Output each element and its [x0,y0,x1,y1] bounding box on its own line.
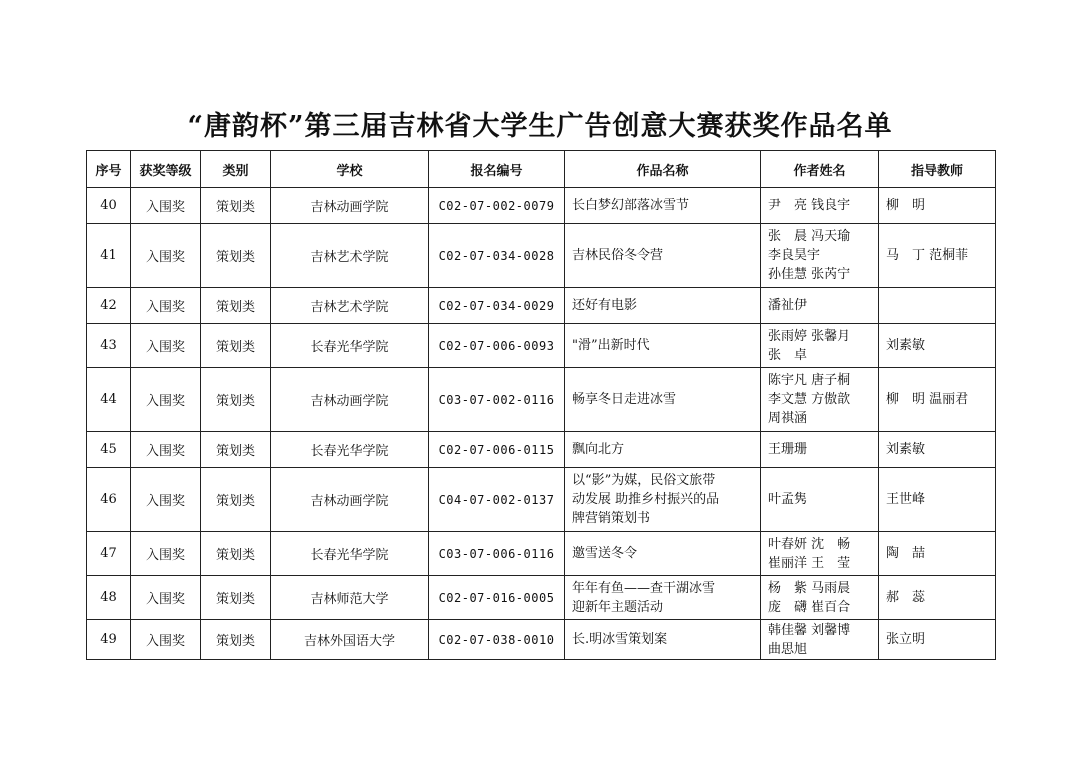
row-number-cell: 43 [87,324,131,368]
table-row [87,188,996,224]
header-no: 序号 [87,151,131,188]
school-cell: 长春光华学院 [271,432,429,468]
registration-code-cell: C02-07-034-0029 [429,288,565,324]
work-title-cell [565,288,761,324]
authors-line: 孙佳慧 张芮宁 [768,267,851,282]
authors-cell [761,224,879,288]
advisors-line: 马 丁 范桐菲 [886,248,969,263]
work-line: "滑”出新时代 [572,338,650,353]
row-number-cell: 42 [87,288,131,324]
advisors-cell [879,288,996,324]
advisors-line: 刘素敏 [886,338,926,353]
table-row [87,368,996,432]
header-advisors: 指导教师 [879,151,996,188]
row-number-cell: 45 [87,432,131,468]
award-level-cell: 入围奖 [131,368,201,432]
advisors-line: 张立明 [886,632,926,647]
advisors-cell [879,368,996,432]
category-cell: 策划类 [201,468,271,532]
header-work: 作品名称 [565,151,761,188]
registration-code-cell: C02-07-006-0093 [429,324,565,368]
header-level: 获奖等级 [131,151,201,188]
authors-line: 王珊珊 [768,442,808,457]
authors-line: 张 晨 冯天瑜 [768,229,851,244]
work-title-cell [565,576,761,620]
advisors-cell [879,576,996,620]
authors-line: 周祺涵 [768,411,808,426]
authors-cell [761,324,879,368]
table-row [87,224,996,288]
table-row [87,576,996,620]
award-level-cell: 入围奖 [131,324,201,368]
authors-line: 李文慧 方傲歆 [768,392,851,407]
row-number-cell: 48 [87,576,131,620]
category-cell: 策划类 [201,288,271,324]
work-line: 以“影”为媒，民俗文旅带 [572,473,716,488]
award-level-cell: 入围奖 [131,620,201,660]
table-row [87,288,996,324]
table-header-row [87,151,996,188]
table-row [87,432,996,468]
school-cell: 吉林艺术学院 [271,224,429,288]
school-cell: 长春光华学院 [271,532,429,576]
registration-code-cell: C03-07-002-0116 [429,368,565,432]
category-cell: 策划类 [201,432,271,468]
authors-line: 曲思旭 [768,641,808,657]
registration-code-cell: C02-07-038-0010 [429,620,565,660]
authors-cell [761,288,879,324]
authors-line: 杨 紫 马雨晨 [768,580,851,596]
authors-line: 崔丽洋 王 莹 [768,555,851,571]
award-level-cell: 入围奖 [131,224,201,288]
work-line: 飘向北方 [572,442,625,457]
authors-cell [761,620,879,660]
advisors-line: 刘素敏 [886,442,926,457]
authors-line: 李良昊宇 [768,248,821,263]
school-cell: 吉林艺术学院 [271,288,429,324]
advisors-cell [879,532,996,576]
authors-line: 潘祉伊 [768,298,808,313]
authors-cell [761,468,879,532]
registration-code-cell: C02-07-034-0028 [429,224,565,288]
authors-line: 叶孟隽 [768,492,808,507]
authors-cell [761,576,879,620]
advisors-line: 柳 明 [886,198,926,213]
authors-line: 张 卓 [768,347,808,363]
award-level-cell: 入围奖 [131,432,201,468]
authors-cell [761,532,879,576]
authors-cell [761,432,879,468]
work-title-cell [565,532,761,576]
work-title-cell [565,224,761,288]
row-number-cell: 49 [87,620,131,660]
row-number-cell: 44 [87,368,131,432]
award-level-cell: 入围奖 [131,468,201,532]
advisors-line: 王世峰 [886,492,926,507]
work-line: 长.明冰雪策划案 [572,632,668,647]
award-level-cell: 入围奖 [131,288,201,324]
work-title-cell [565,324,761,368]
work-title-cell [565,188,761,224]
school-cell: 吉林动画学院 [271,188,429,224]
advisors-line: 郝 蕊 [886,590,926,605]
registration-code-cell: C02-07-002-0079 [429,188,565,224]
authors-line: 陈宇凡 唐子桐 [768,373,851,388]
page-title: “唐韵杯”第三届吉林省大学生广告创意大赛获奖作品名单 [187,111,893,142]
work-title-cell [565,620,761,660]
work-line: 牌营销策划书 [572,511,651,526]
authors-line: 尹 亮 钱良宇 [768,198,851,213]
advisors-cell [879,468,996,532]
work-line: 邀雪送冬令 [572,546,638,561]
registration-code-cell: C02-07-016-0005 [429,576,565,620]
authors-line: 韩佳馨 刘馨博 [768,622,851,638]
row-number-cell: 41 [87,224,131,288]
registration-code-cell: C04-07-002-0137 [429,468,565,532]
table-row [87,620,996,660]
header-school: 学校 [271,151,429,188]
work-line: 还好有电影 [572,298,638,313]
school-cell: 吉林外国语大学 [271,620,429,660]
header-code: 报名编号 [429,151,565,188]
header-authors: 作者姓名 [761,151,879,188]
award-table [86,150,996,660]
row-number-cell: 47 [87,532,131,576]
header-category: 类别 [201,151,271,188]
category-cell: 策划类 [201,620,271,660]
authors-cell [761,368,879,432]
work-line: 吉林民俗冬令营 [572,248,664,263]
table-row [87,324,996,368]
advisors-cell [879,188,996,224]
category-cell: 策划类 [201,188,271,224]
row-number-cell: 46 [87,468,131,532]
school-cell: 吉林动画学院 [271,468,429,532]
work-line: 畅享冬日走进冰雪 [572,392,677,407]
school-cell: 长春光华学院 [271,324,429,368]
authors-cell [761,188,879,224]
authors-line: 张雨婷 张馨月 [768,328,851,344]
table-row [87,468,996,532]
award-level-cell: 入围奖 [131,576,201,620]
category-cell: 策划类 [201,224,271,288]
award-level-cell: 入围奖 [131,188,201,224]
authors-line: 叶春妍 沈 畅 [768,536,851,552]
authors-line: 庞 礴 崔百合 [768,599,851,615]
work-line: 长白梦幻部落冰雪节 [572,198,690,213]
work-title-cell [565,432,761,468]
registration-code-cell: C02-07-006-0115 [429,432,565,468]
registration-code-cell: C03-07-006-0116 [429,532,565,576]
category-cell: 策划类 [201,368,271,432]
school-cell: 吉林师范大学 [271,576,429,620]
school-cell: 吉林动画学院 [271,368,429,432]
work-title-cell [565,368,761,432]
advisors-cell [879,432,996,468]
advisors-cell [879,620,996,660]
advisors-cell [879,324,996,368]
award-level-cell: 入围奖 [131,532,201,576]
table-row [87,532,996,576]
work-line: 动发展 助推乡村振兴的品 [572,492,720,507]
row-number-cell: 40 [87,188,131,224]
work-line: 年年有鱼——查干湖冰雪 [572,580,716,596]
category-cell: 策划类 [201,576,271,620]
table-body [87,188,996,660]
advisors-line: 柳 明 温丽君 [886,392,969,407]
work-line: 迎新年主题活动 [572,599,664,615]
work-title-cell [565,468,761,532]
advisors-line: 陶 喆 [886,546,926,561]
category-cell: 策划类 [201,324,271,368]
category-cell: 策划类 [201,532,271,576]
advisors-cell [879,224,996,288]
